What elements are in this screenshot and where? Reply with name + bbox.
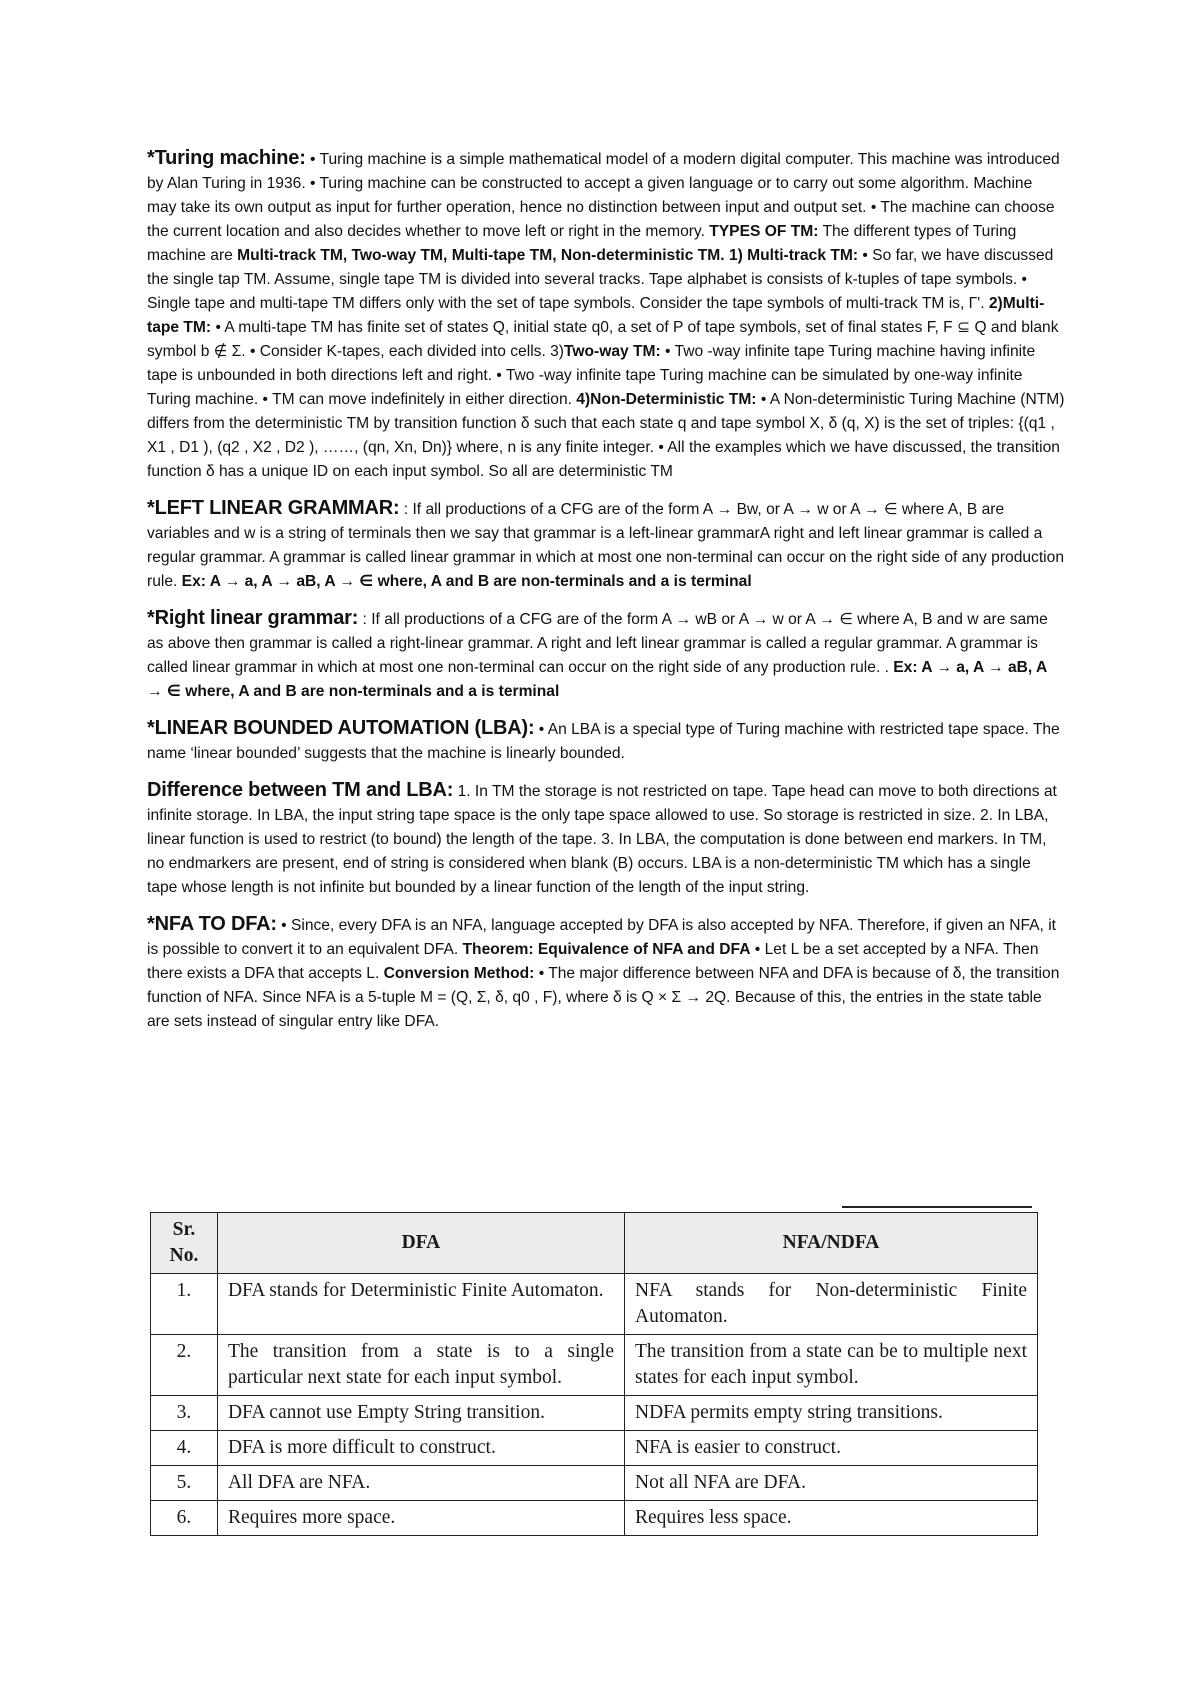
section-heading: *Turing machine:: [147, 147, 306, 169]
tm-lba-difference-section: [147, 778, 1065, 900]
lba-section: [147, 716, 1065, 766]
row-number: 5.: [151, 1466, 218, 1501]
bold-label: 2)Multi-tape TM:: [147, 295, 1045, 336]
section-heading: *NFA TO DFA:: [147, 913, 277, 935]
row-number: 1.: [151, 1274, 218, 1335]
bold-label: Conversion Method:: [383, 965, 535, 982]
body-text: • A multi-tape TM has finite set of states Q, initial state q0, a set of P of tape symbols, set of final states F, F ⊆ Q and blank symbol b ∉ Σ. • Consider K-tapes, each divided into cells. 3): [147, 319, 1059, 360]
header-dfa: DFA: [217, 1213, 624, 1274]
dfa-cell: The transition from a state is to a single particular next state for each input symbol.: [217, 1335, 624, 1396]
dfa-cell: All DFA are NFA.: [217, 1466, 624, 1501]
nfa-cell: NDFA permits empty string transitions.: [624, 1396, 1037, 1431]
header-sr-no: Sr. No.: [151, 1213, 218, 1274]
bold-label: Multi-track TM, Two-way TM, Multi-tape TM, Non-deterministic TM.: [237, 247, 725, 264]
table-row: [151, 1501, 1038, 1536]
table-row: [151, 1335, 1038, 1396]
row-number: 2.: [151, 1335, 218, 1396]
body-text: 1. In TM the storage is not restricted on tape. Tape head can move to both directions at infinite storage. In LBA, the input string tape space is the only tape space allowed to use. So storage is restricted in size. 2. In LBA, linear function is used to restrict (to bound) the length of the tape. 3. In LBA, the computation is done between end markers. In TM, no endmarkers are present, end of string is considered when blank (B) occurs. LBA is a non-deterministic TM which has a single tape whose length is not infinite but bounded by a linear function of the length of the input string.: [147, 783, 1057, 896]
theorem-label: Theorem: Equivalence of NFA and DFA: [462, 941, 751, 958]
body-text: • A Non-deterministic Turing Machine (NTM) differs from the deterministic TM by transition function δ such that each state q and tape symbol X, δ (q, X) is the set of triples: {(q1 , X1 , D1 ), (q2 , X2 , D2 ), ……, (qn, Xn, Dn)} where, n is any finite integer. • All the examples which we have discussed, the transition function δ has a unique ID on each input symbol. So all are deterministic TM: [147, 391, 1065, 480]
row-number: 4.: [151, 1431, 218, 1466]
section-heading: *Right linear grammar:: [147, 607, 359, 629]
left-linear-grammar-section: [147, 496, 1065, 594]
dfa-cell: DFA stands for Deterministic Finite Automaton.: [217, 1274, 624, 1335]
bold-label: TYPES OF TM:: [709, 223, 819, 240]
bold-label: Two-way TM:: [563, 343, 661, 360]
table-row: [151, 1466, 1038, 1501]
table-row: [151, 1274, 1038, 1335]
dfa-nfa-comparison-table: [150, 1212, 1038, 1536]
nfa-cell: The transition from a state can be to multiple next states for each input symbol.: [624, 1335, 1037, 1396]
header-nfa: NFA/NDFA: [624, 1213, 1037, 1274]
body-text: • Two -way infinite tape Turing machine having infinite tape is unbounded in both directions left and right. • Two -way infinite tape Turing machine can be simulated by one-way infinite Turing machine. • TM can move indefinitely in either direction.: [147, 343, 1036, 408]
nfa-to-dfa-section: [147, 912, 1065, 1034]
comparison-table-wrapper: [150, 1212, 1038, 1536]
body-text: : If all productions of a CFG are of the form A → Bw, or A → w or A → ∈ where A, B are variables and w is a string of terminals then we say that grammar is a left-linear grammarA right and left linear grammar is called a regular grammar. A grammar is called linear grammar in which at most one non-terminal can occur on the right side of any production rule.: [147, 501, 1064, 590]
body-text: • Let L be a set accepted by a NFA. Then there exists a DFA that accepts L.: [147, 941, 1039, 982]
bold-label: 4)Non-Deterministic TM:: [576, 391, 757, 408]
turing-machine-section: [147, 146, 1065, 484]
dfa-cell: DFA cannot use Empty String transition.: [217, 1396, 624, 1431]
dfa-cell: DFA is more difficult to construct.: [217, 1431, 624, 1466]
table-header-row: [151, 1213, 1038, 1274]
dfa-cell: Requires more space.: [217, 1501, 624, 1536]
table-row: [151, 1396, 1038, 1431]
example-text: Ex: A → a, A → aB, A → ∈ where, A and B are non-terminals and a is terminal: [147, 659, 1047, 700]
bold-label: 1) Multi-track TM:: [728, 247, 859, 264]
document-page: [147, 146, 1065, 1046]
table-row: [151, 1431, 1038, 1466]
body-text: • Turing machine is a simple mathematical model of a modern digital computer. This machine was introduced by Alan Turing in 1936. • Turing machine can be constructed to accept a given language or to carry out some algorithm. Machine may take its own output as input for further operation, hence no distinction between input and output set. • The machine can choose the current location and also decides whether to move left or right in the memory.: [147, 151, 1060, 240]
body-text: The different types of Turing machine are: [147, 223, 1017, 264]
body-text: • Since, every DFA is an NFA, language accepted by DFA is also accepted by NFA. Therefore, if given an NFA, it is possible to convert it to an equivalent DFA.: [147, 917, 1057, 958]
nfa-cell: NFA is easier to construct.: [624, 1431, 1037, 1466]
nfa-cell: Requires less space.: [624, 1501, 1037, 1536]
section-heading: *LEFT LINEAR GRAMMAR:: [147, 497, 400, 519]
nfa-cell: Not all NFA are DFA.: [624, 1466, 1037, 1501]
section-heading: *LINEAR BOUNDED AUTOMATION (LBA):: [147, 717, 535, 739]
example-text: Ex: A → a, A → aB, A → ∈ where, A and B are non-terminals and a is terminal: [181, 573, 752, 590]
body-text: • An LBA is a special type of Turing machine with restricted tape space. The name ‘linear bounded’ suggests that the machine is linearly bounded.: [147, 721, 1060, 762]
nfa-cell: NFA stands for Non-deterministic Finite Automaton.: [624, 1274, 1037, 1335]
row-number: 6.: [151, 1501, 218, 1536]
body-text: : If all productions of a CFG are of the form A → wB or A → w or A → ∈ where A, B and w are same as above then grammar is called a right-linear grammar. A right and left linear grammar is called a regular grammar. A grammar is called linear grammar in which at most one non-terminal can occur on the right side of any production rule. .: [147, 611, 1048, 676]
right-linear-grammar-section: [147, 606, 1065, 704]
row-number: 3.: [151, 1396, 218, 1431]
body-text: • So far, we have discussed the single tap TM. Assume, single tape TM is divided into several tracks. Tape alphabet is consists of k-tuples of tape symbols. • Single tape and multi-tape TM differs only with the set of tape symbols. Consider the tape symbols of multi-track TM is, Γ'.: [147, 247, 1054, 312]
section-heading: Difference between TM and LBA:: [147, 779, 454, 801]
body-text: • The major difference between NFA and DFA is because of δ, the transition function of NFA. Since NFA is a 5-tuple M = (Q, Σ, δ, q0 , F), where δ is Q × Σ → 2Q. Because of this, the entries in the state table are sets instead of singular entry like DFA.: [147, 965, 1060, 1030]
